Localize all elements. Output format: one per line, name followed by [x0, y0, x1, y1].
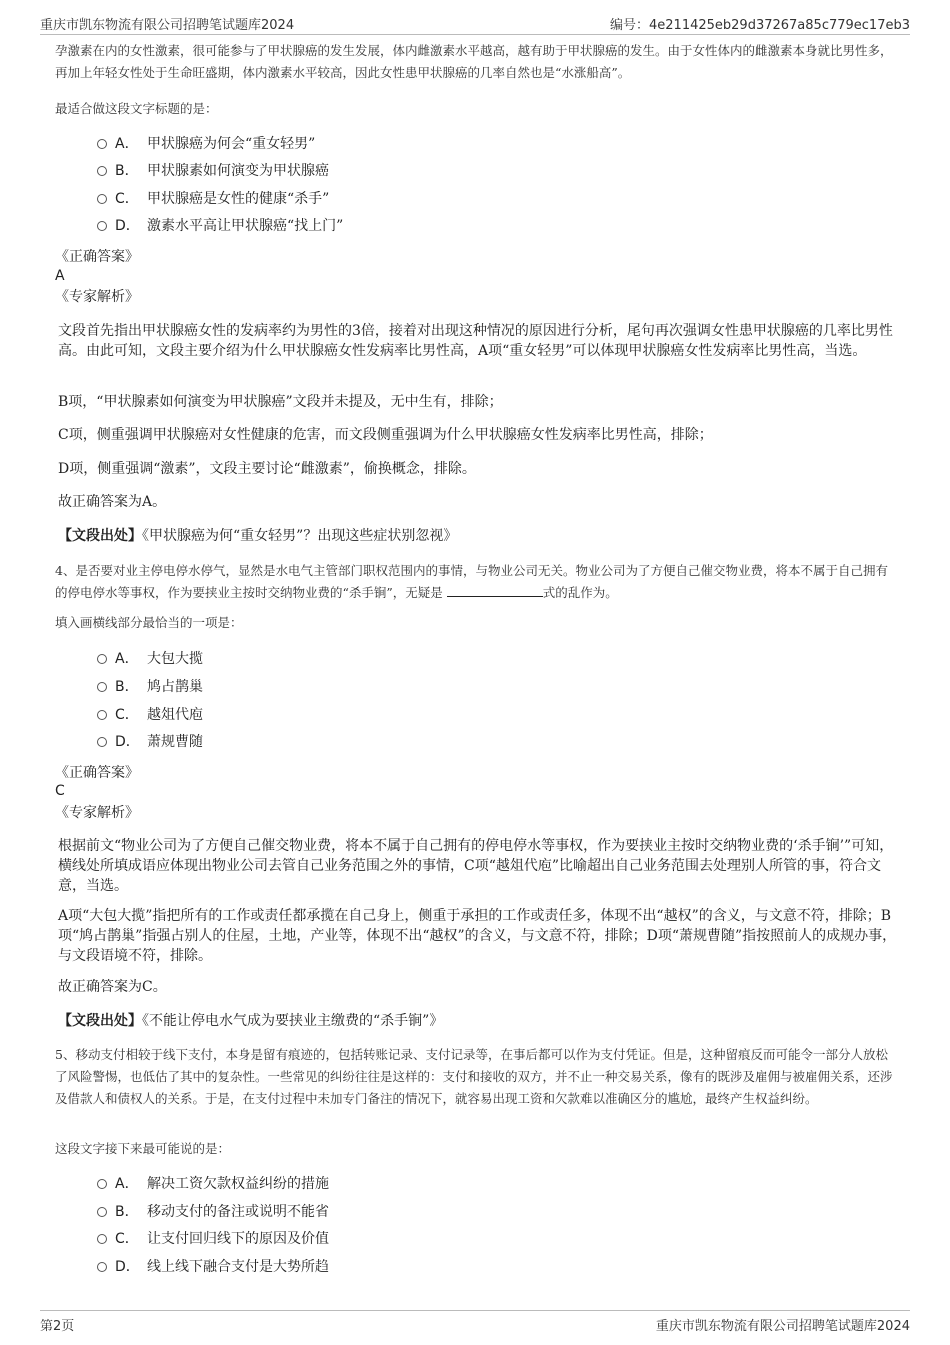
radio-icon[interactable]: [97, 1262, 107, 1272]
q4-analysis-label: 《专家解析》: [55, 805, 139, 821]
radio-icon[interactable]: [97, 682, 107, 692]
q3-analysis-3: C项，侧重强调甲状腺癌对女性健康的危害，而文段侧重强调为什么甲状腺癌女性发病率比男性高，排除；: [58, 427, 713, 443]
q4-analysis-1: 根据前文“物业公司为了方便自己催交物业费，将本不属于自己拥有的停电停水等事权，作为要挟业主按时交纳物业费的‘杀手锏’”可知，横线处所填成语应体现出物业公司去管自己业务范围之外的事情，C项“越俎代庖”比喻超出自己业务范围去处理别人所管的事，符合文意，当选。: [58, 838, 894, 894]
q4-analysis-3: 故正确答案为C。: [58, 979, 167, 995]
q3-analysis-4: D项，侧重强调“激素”，文段主要讨论“雌激素”，偷换概念，排除。: [58, 461, 476, 477]
radio-icon[interactable]: [97, 1179, 107, 1189]
q3-source: 【文段出处】《甲状腺癌为何“重女轻男”？出现这些症状别忽视》: [58, 528, 458, 544]
q5-option-b[interactable]: B． 移动支付的备注或说明不能省: [97, 1202, 329, 1222]
q3-option-a[interactable]: A． 甲状腺癌为何会“重女轻男”: [97, 134, 315, 154]
radio-icon[interactable]: [97, 194, 107, 204]
q4-prompt: 填入画横线部分最恰当的一项是：: [55, 615, 243, 630]
header-title: 重庆市凯东物流有限公司招聘笔试题库2024: [40, 18, 295, 33]
radio-icon[interactable]: [97, 737, 107, 747]
q4-option-c[interactable]: C． 越俎代庖: [97, 705, 203, 725]
q4-answer-label: 《正确答案》: [55, 765, 139, 781]
q3-analysis-2: B项，“甲状腺素如何演变为甲状腺癌”文段并未提及，无中生有，排除；: [58, 394, 503, 410]
q3-option-b[interactable]: B． 甲状腺素如何演变为甲状腺癌: [97, 161, 329, 181]
q3-analysis-label: 《专家解析》: [55, 289, 139, 305]
q3-option-d[interactable]: D． 激素水平高让甲状腺癌“找上门”: [97, 216, 343, 236]
radio-icon[interactable]: [97, 221, 107, 231]
q4-answer: C: [55, 783, 65, 799]
page-number: 第2页: [40, 1319, 75, 1334]
q3-option-c[interactable]: C． 甲状腺癌是女性的健康“杀手”: [97, 189, 329, 209]
q5-option-a[interactable]: A． 解决工资欠款权益纠纷的措施: [97, 1174, 329, 1194]
page-footer: [40, 1310, 910, 1337]
q3-passage: 孕激素在内的女性激素，很可能参与了甲状腺癌的发生发展，体内雌激素水平越高，越有助于甲状腺癌的发生。由于女性体内的雌激素本身就比男性多，再加上年轻女性处于生命旺盛期，体内激素水平较高，因此女性患甲状腺癌的几率自然也是“水涨船高”。: [55, 43, 893, 80]
radio-icon[interactable]: [97, 1207, 107, 1217]
header-doc-id: 编号：4e211425eb29d37267a85c779ec17eb3: [610, 18, 910, 33]
radio-icon[interactable]: [97, 166, 107, 176]
radio-icon[interactable]: [97, 710, 107, 720]
radio-icon[interactable]: [97, 1234, 107, 1244]
footer-title: 重庆市凯东物流有限公司招聘笔试题库2024: [655, 1319, 910, 1334]
radio-icon[interactable]: [97, 139, 107, 149]
q4-option-d[interactable]: D． 萧规曹随: [97, 732, 203, 752]
page-header: [40, 8, 910, 35]
q3-prompt: 最适合做这段文字标题的是：: [55, 101, 218, 116]
answer-blank: [447, 584, 543, 597]
q4-passage: 4、是否要对业主停电停水停气，显然是水电气主管部门职权范围内的事情，与物业公司无关。物业公司为了方便自己催交物业费，将本不属于自己拥有的停电停水等事权，作为要挟业主按时交纳物业费的“杀手锏”，无疑是 式的乱作为。: [55, 563, 888, 600]
q3-analysis-5: 故正确答案为A。: [58, 494, 167, 510]
q5-option-c[interactable]: C． 让支付回归线下的原因及价值: [97, 1229, 329, 1249]
q4-source: 【文段出处】《不能让停电水气成为要挟业主缴费的“杀手锏”》: [58, 1013, 444, 1029]
q3-answer: A: [55, 268, 65, 284]
q3-answer-label: 《正确答案》: [55, 249, 139, 265]
radio-icon[interactable]: [97, 654, 107, 664]
q4-option-b[interactable]: B． 鸠占鹊巢: [97, 677, 203, 697]
q5-prompt: 这段文字接下来最可能说的是：: [55, 1141, 231, 1156]
q5-passage: 5、移动支付相较于线下支付，本身是留有痕迹的，包括转账记录、支付记录等，在事后都可以作为支付凭证。但是，这种留痕反而可能令一部分人放松了风险警惕，也低估了其中的复杂性。一些常见的纠纷往往是这样的：支付和接收的双方，并不止一种交易关系，像有的既涉及雇佣与被雇佣关系，还涉及借款人和债权人的关系。于是，在支付过程中未加专门备注的情况下，就容易出现工资和欠款难以准确区分的尴尬，最终产生权益纠纷。: [55, 1047, 893, 1106]
q4-option-a[interactable]: A． 大包大揽: [97, 649, 203, 669]
q3-analysis-1: 文段首先指出甲状腺癌女性的发病率约为男性的3倍，接着对出现这种情况的原因进行分析，尾句再次强调女性患甲状腺癌的几率比男性高。由此可知，文段主要介绍为什么甲状腺癌女性发病率比男性高，A项“重女轻男”可以体现甲状腺癌女性发病率比男性高，当选。: [58, 323, 893, 359]
q5-option-d[interactable]: D． 线上线下融合支付是大势所趋: [97, 1257, 329, 1277]
q4-analysis-2: A项“大包大揽”指把所有的工作或责任都承揽在自己身上，侧重于承担的工作或责任多，体现不出“越权”的含义，与文意不符，排除；B项“鸠占鹊巢”指强占别人的住屋，土地，产业等，体现不出“越权”的含义，与文意不符，排除；D项“萧规曹随”指按照前人的成规办事，与文段语境不符，排除。: [58, 908, 897, 964]
